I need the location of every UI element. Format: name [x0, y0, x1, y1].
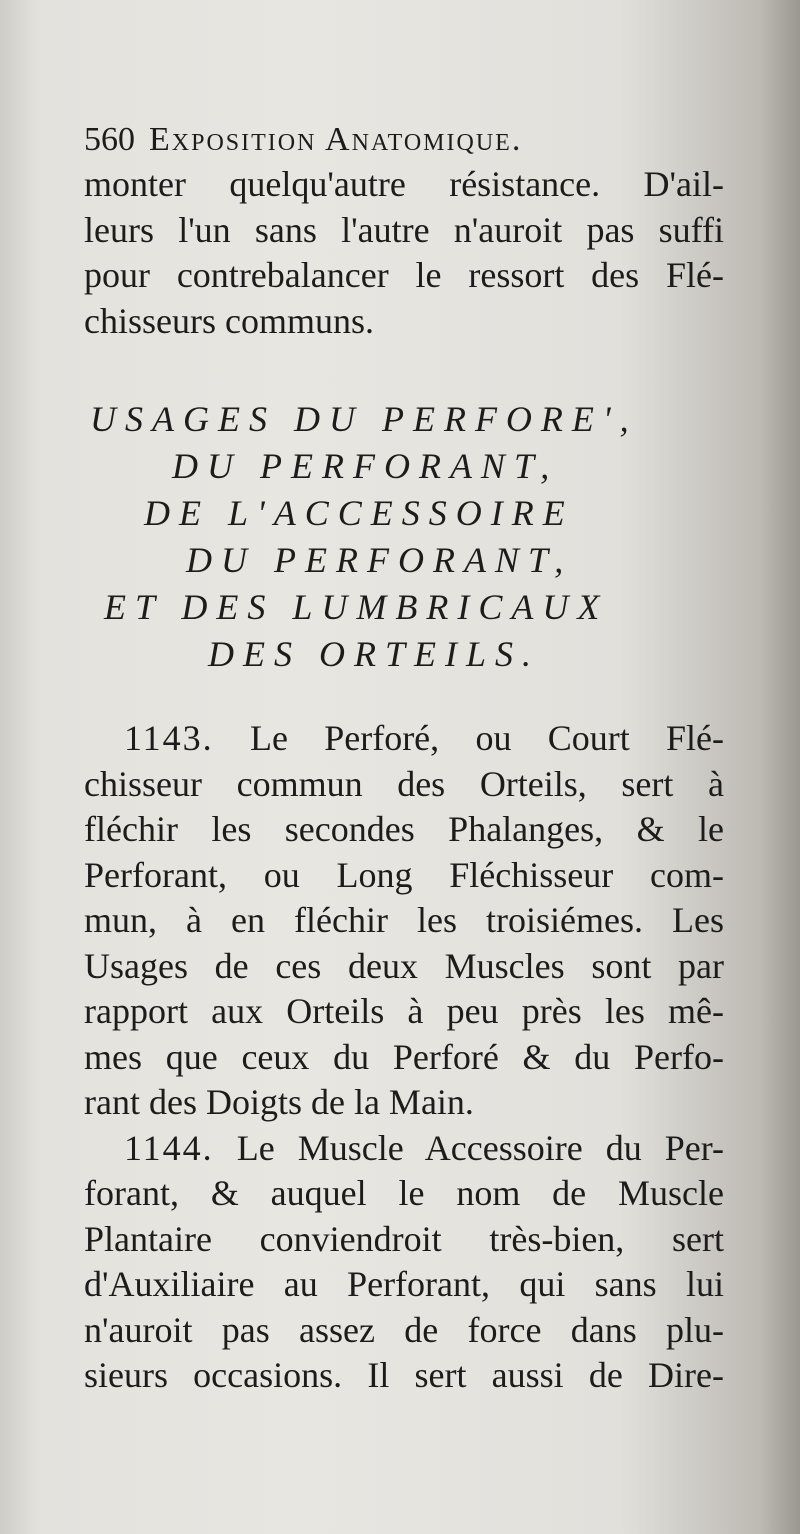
text-line: forant, & auquel le nom de Muscle	[84, 1173, 724, 1213]
page-number: 560	[84, 121, 135, 158]
paragraph-1143	[84, 716, 724, 1126]
text-line: n'auroit pas assez de force dans plu-	[84, 1309, 724, 1350]
text-line: Usages de ces deux Muscles sont par	[84, 945, 724, 986]
text-line: chisseur commun des Orteils, sert à	[84, 763, 724, 804]
text-line: monter quelqu'autre résistance. D'ail-	[84, 164, 724, 204]
body-text	[84, 716, 724, 1399]
text-line: Perforant, ou Long Fléchisseur com-	[84, 854, 724, 895]
paragraph-number: 1143.	[124, 718, 214, 758]
text-line: mes que ceux du Perforé & du Perfo-	[84, 1036, 724, 1077]
text-line: Plantaire conviendroit très-bien, sert	[84, 1218, 724, 1259]
text-line: rant des Doigts de la Main.	[84, 1082, 474, 1122]
text-line: chisseurs communs.	[84, 300, 374, 341]
text-line: mun, à en fléchir les troisiémes. Les	[84, 900, 724, 940]
text-line: sieurs occasions. Il sert aussi de Dire-	[84, 1355, 724, 1395]
paragraph-1144	[84, 1126, 724, 1399]
text-line: rapport aux Orteils à peu près les mê-	[84, 991, 724, 1031]
page-content	[84, 118, 724, 1399]
heading-line: DU PERFORANT,	[186, 540, 573, 580]
heading-line: ET DES LUMBRICAUX	[104, 587, 609, 627]
text-line: 1143. Le Perforé, ou Court Flé-	[124, 718, 725, 758]
text-line: d'Auxiliaire au Perforant, qui sans lui	[84, 1264, 724, 1304]
paragraph-number: 1144.	[124, 1127, 214, 1168]
running-title: Exposition Anatomique.	[149, 121, 523, 158]
heading-line: DU PERFORANT,	[172, 446, 559, 486]
heading-line: USAGES DU PERFORE',	[90, 399, 638, 439]
heading-line: DE L'ACCESSOIRE	[144, 493, 574, 533]
text-line: fléchir les secondes Phalanges, & le	[84, 809, 724, 849]
heading-line: DES ORTEILS.	[208, 634, 540, 674]
text-line: 1144. Le Muscle Accessoire du Per-	[124, 1127, 725, 1168]
running-head	[84, 118, 724, 162]
text-line: pour contrebalancer le ressort des Flé-	[84, 255, 724, 295]
section-heading	[84, 396, 724, 678]
intro-paragraph	[84, 162, 724, 344]
text-line: leurs l'un sans l'autre n'auroit pas suffi	[84, 209, 724, 250]
